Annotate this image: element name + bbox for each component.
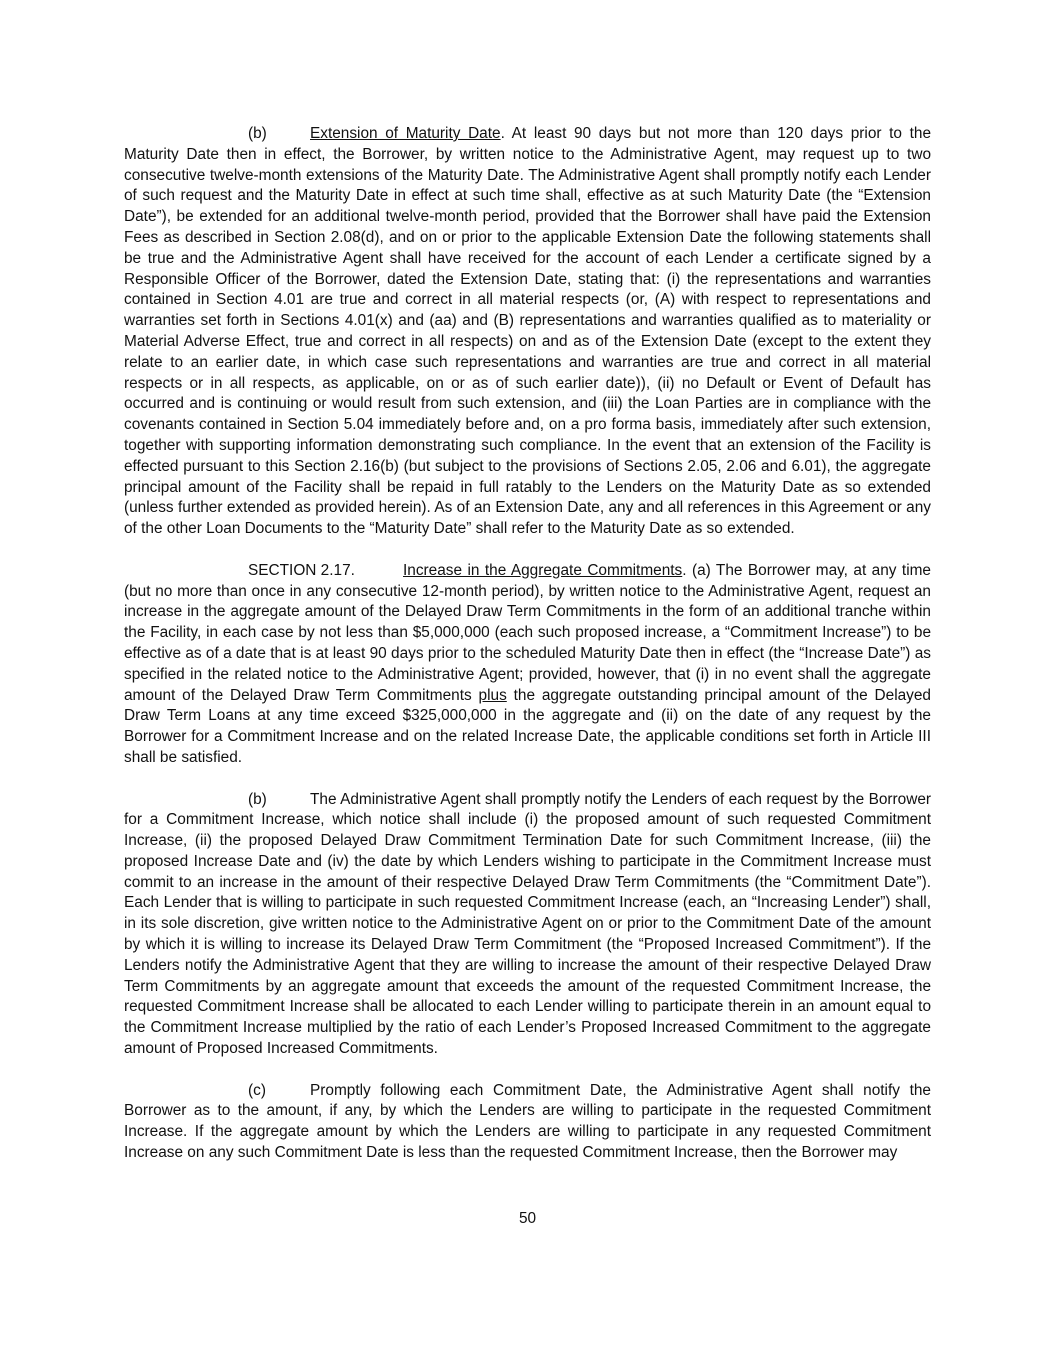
- paragraph-label: (b): [248, 790, 267, 808]
- document-page: [124, 124, 931, 1185]
- paragraph-label: (c): [248, 1081, 266, 1099]
- paragraph-2-17-c: [124, 1081, 931, 1164]
- plus-emphasis: plus: [478, 686, 507, 704]
- section-body-part-2: the aggregate outstanding principal amount of the Delayed Draw Term Loans at any time exceed $325,000,000 in the aggregate and (ii) on the date of any request by the Borrower for a Commitment Increase and on the related Increase Date, the applicable conditions set forth in Article III shall be satisfied.: [124, 686, 931, 766]
- section-number: SECTION 2.17.: [248, 561, 355, 579]
- paragraph-body: . At least 90 days but not more than 120 days prior to the Maturity Date then in effect, the Borrower, by written notice to the Administrative Agent, may request up to two consecutive twelve-month extensions of the Maturity Date. The Administrative Agent shall promptly notify each Lender of such request and the Maturity Date in effect at such time shall, effective as at such Maturity Date (the “Extension Date”), be extended for an additional twelve-month period, provided that the Borrower shall have paid the Extension Fees as described in Section 2.08(d), and on or prior to the applicable Extension Date the following statements shall be true and the Administrative Agent shall have received for the account of each Lender a certificate signed by a Responsible Officer of the Borrower, dated the Extension Date, stating that: (i) the representations and warranties contained in Section 4.01 are true and correct in all material respects (or, (A) with respect to representations and warranties set forth in Sections 4.01(x) and (aa) and (B) representations and warranties qualified as to materiality or Material Adverse Effect, true and correct in all respects) on and as of the Extension Date (except to the extent they relate to an earlier date, in which case such representations and warranties are true and correct in all material respects or in all respects, as applicable, on or as of such earlier date)), (ii) no Default or Event of Default has occurred and is continuing or would result from such extension, and (iii) the Loan Parties are in compliance with the covenants contained in Section 5.04 immediately before and, on a pro forma basis, immediately after such extension, together with supporting information demonstrating such compliance. In the event that an extension of the Facility is effected pursuant to this Section 2.16(b) (but subject to the provisions of Sections 2.05, 2.06 and 6.01), the aggregate principal amount of the Facility shall be repaid in full ratably to the Lenders on the Maturity Date as so extended (unless further extended as provided herein). As of an Extension Date, any and all references in this Agreement or any of the other Loan Documents to the “Maturity Date” shall refer to the Maturity Date as so extended.: [124, 125, 932, 538]
- paragraph-2-17-b: [124, 790, 931, 1060]
- paragraph-extension-of-maturity-date: [124, 124, 931, 540]
- page-number: 50: [518, 1210, 537, 1227]
- section-heading: Increase in the Aggregate Commitments: [403, 561, 683, 579]
- section-body-part-1: . (a) The Borrower may, at any time (but no more than once in any consecutive 12-month period), by written notice to the Administrative Agent, request an increase in the aggregate amount of the Delayed Draw Term Commitments in the form of an additional tranche within the Facility, in each case by not less than $5,000,000 (each such proposed increase, a “Commitment Increase”) to be effective as of a date that is at least 90 days prior to the scheduled Maturity Date then in effect (the “Increase Date”) as specified in the related notice to the Administrative Agent; provided, however, that (i) in no event shall the aggregate amount of the Delayed Draw Term Commitments: [124, 561, 931, 704]
- section-2-17-increase-in-aggregate-commitments: [124, 561, 931, 769]
- paragraph-label: (b): [248, 125, 267, 142]
- paragraph-body: Promptly following each Commitment Date, the Administrative Agent shall notify the Borrower as to the amount, if any, by which the Lenders are willing to participate in the requested Commitment Increase. If the aggregate amount by which the Lenders are willing to participate in any requested Commitment Increase on any such Commitment Date is less than the requested Commitment Increase, then the Borrower may: [124, 1081, 931, 1162]
- paragraph-body: The Administrative Agent shall promptly notify the Lenders of each request by the Borrower for a Commitment Increase, which notice shall include (i) the proposed amount of such requested Commitment Increase, (ii) the proposed Delayed Draw Commitment Termination Date for such Commitment Increase, (iii) the proposed Increase Date and (iv) the date by which Lenders wishing to participate in the Commitment Increase must commit to an increase in the amount of their respective Delayed Draw Term Commitments (the “Commitment Date”). Each Lender that is willing to participate in such requested Commitment Increase (each, an “Increasing Lender”) shall, in its sole discretion, give written notice to the Administrative Agent on or prior to the Commitment Date of the amount by which it is willing to increase its Delayed Draw Term Commitment (the “Proposed Increased Commitment”). If the Lenders notify the Administrative Agent that they are willing to increase the amount of their respective Delayed Draw Term Commitments by an aggregate amount that exceeds the amount of the requested Commitment Increase, the requested Commitment Increase shall be allocated to each Lender willing to participate therein in an amount equal to the Commitment Increase multiplied by the ratio of each Lender’s Proposed Increased Commitment to the aggregate amount of Proposed Increased Commitments.: [124, 790, 931, 1058]
- paragraph-heading: Extension of Maturity Date: [310, 125, 501, 142]
